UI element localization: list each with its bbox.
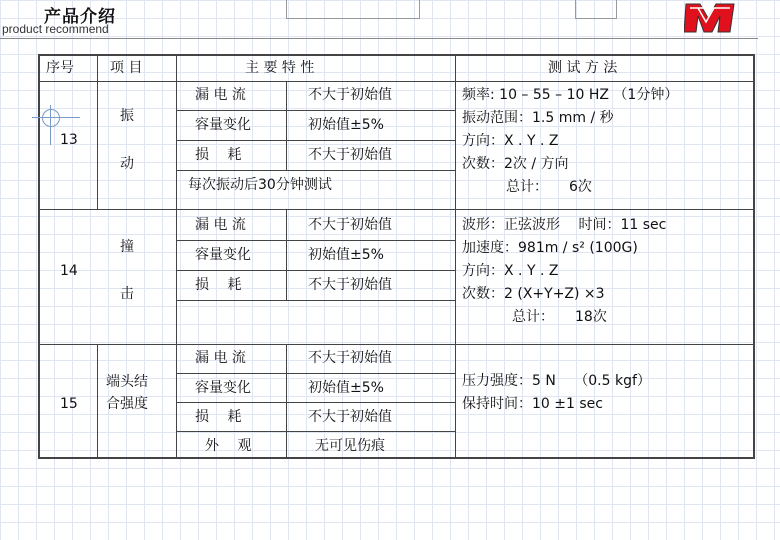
- property-name: 容量变化: [195, 247, 251, 263]
- method-line: 次数：2次 / 方向: [462, 156, 569, 172]
- header-row-divider: [38, 81, 754, 82]
- property-value: 初始值±5%: [308, 117, 384, 133]
- header-subtitle: product recommend: [2, 22, 109, 36]
- property-name: 容量变化: [195, 117, 251, 133]
- method-line: 频率: 10 – 55 – 10 HZ （1分钟）: [462, 87, 679, 103]
- property-value: 不大于初始值: [308, 147, 392, 163]
- section-no: 15: [60, 396, 78, 412]
- property-value: 不大于初始值: [308, 87, 392, 103]
- header-no: 序号: [46, 60, 74, 76]
- section-item: 动: [120, 156, 134, 172]
- property-value: 不大于初始值: [308, 409, 392, 425]
- method-line: 总计： 6次: [506, 179, 592, 195]
- col-divider: [286, 210, 287, 300]
- property-name: 漏 电 流: [195, 350, 246, 366]
- section-divider: [38, 209, 754, 210]
- row-divider: [176, 373, 455, 374]
- method-line: 压力强度：5 N （0.5 kgf）: [462, 373, 651, 389]
- section-item: 端头结: [106, 374, 148, 390]
- col-divider: [97, 345, 98, 458]
- method-line: 总计： 18次: [512, 309, 607, 325]
- section-no: 14: [60, 263, 78, 279]
- method-line: 振动范围：1.5 mm / 秒: [462, 110, 614, 126]
- header-divider: [0, 38, 758, 39]
- col-divider: [97, 82, 98, 209]
- property-value: 不大于初始值: [308, 217, 392, 233]
- property-value: 初始值±5%: [308, 247, 384, 263]
- section-item: 合强度: [106, 396, 148, 412]
- row-divider: [176, 140, 455, 141]
- property-value: 初始值±5%: [308, 380, 384, 396]
- property-name: 损 耗: [195, 409, 242, 425]
- header-item: 项 目: [110, 60, 143, 76]
- property-value: 无可见伤痕: [315, 438, 385, 454]
- method-line: 波形：正弦波形 时间：11 sec: [462, 217, 667, 233]
- section-note: 每次振动后30分钟测试: [188, 177, 332, 193]
- row-divider: [176, 240, 455, 241]
- row-divider: [176, 170, 455, 171]
- row-divider: [176, 300, 455, 301]
- method-line: 次数：2 (X+Y+Z) ×3: [462, 286, 605, 302]
- row-divider: [176, 270, 455, 271]
- row-divider: [176, 402, 455, 403]
- header-property: 主 要 特 性: [245, 60, 315, 76]
- header-method: 测 试 方 法: [548, 60, 618, 76]
- company-logo: [684, 2, 736, 34]
- property-name: 外 观: [205, 438, 252, 454]
- property-value: 不大于初始值: [308, 277, 392, 293]
- col-divider: [455, 55, 456, 458]
- crosshair-decoration: [42, 109, 60, 127]
- section-item: 振: [120, 108, 134, 124]
- method-line: 加速度：981m / s² (100G): [462, 240, 638, 256]
- property-name: 容量变化: [195, 380, 251, 396]
- method-line: 方向：X . Y . Z: [462, 133, 559, 149]
- method-line: 方向：X . Y . Z: [462, 263, 559, 279]
- property-value: 不大于初始值: [308, 350, 392, 366]
- section-item: 击: [120, 286, 134, 302]
- header-decor-box: [575, 0, 617, 19]
- col-divider: [176, 55, 177, 82]
- row-divider: [176, 110, 455, 111]
- property-name: 漏 电 流: [195, 87, 246, 103]
- section-no: 13: [60, 132, 78, 148]
- col-divider: [97, 55, 98, 82]
- property-name: 漏 电 流: [195, 217, 246, 233]
- header-title: 产品介绍: [44, 7, 116, 27]
- section-divider: [38, 344, 754, 345]
- header-decor-box: [286, 0, 420, 19]
- col-divider: [286, 82, 287, 170]
- section-item: 撞: [120, 239, 134, 255]
- method-line: 保持时间：10 ±1 sec: [462, 396, 603, 412]
- property-name: 损 耗: [195, 147, 242, 163]
- property-name: 损 耗: [195, 277, 242, 293]
- row-divider: [176, 431, 455, 432]
